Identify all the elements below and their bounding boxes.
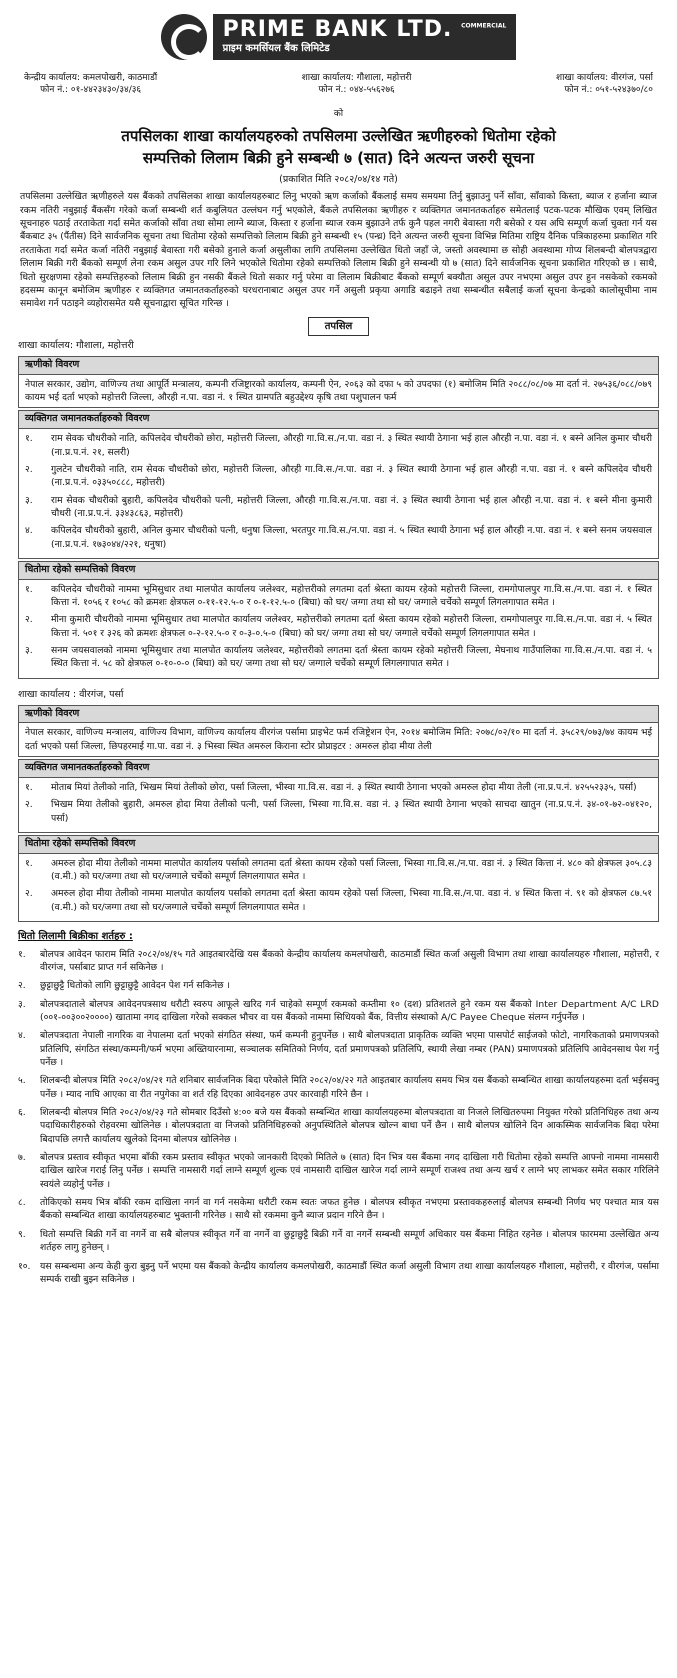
brand-nepali: प्राइम कमर्सियल बैंक लिमिटेड <box>222 43 330 55</box>
terms-list <box>18 948 659 1287</box>
terms-title: धितो लिलामी बिक्रीका शर्तहरु : <box>18 931 133 943</box>
header <box>18 0 659 68</box>
list-item: २. अमरुल होदा मीया तेलीको नाममा मालपोत कार्यालय पर्साको लगतमा दर्ता श्रेस्ता कायम रहेको पर्सा जिल्ला, भिस्वा गा.वि.स./न.पा. वडा नं. ४ स्थित कित्ता नं. ९१ को क्षेत्रफल ८७.५१ (व.मी.) को घर/जग्गा तथा सो घर/जग्गाले चर्चेको सम्पूर्ण लिगलगापात समेत । <box>25 888 652 913</box>
list-item: १. अमरुल होदा मीया तेलीको नाममा मालपोत कार्यालय पर्साको लगतमा दर्ता श्रेस्ता कायम रहेको पर्सा जिल्ला, भिस्वा गा.वि.स./न.पा. वडा नं. ३ स्थित कित्ता नं. ४८० को क्षेत्रफल ३०५.८३ (व.मी.) को घर/जग्गा तथा सो घर/जग्गाले चर्चेको सम्पूर्ण लिगलगापात समेत । <box>25 857 652 883</box>
list-item: ९. धितो सम्पत्ति बिक्री गर्ने वा नगर्ने वा सबै बोलपत्र स्वीकृत गर्ने वा नगर्ने वा छुट्टाछुट्टै बिक्री गर्ने वा नगर्ने सम्बन्धी सम्पूर्ण अधिकार यस बैंकमा निहित रहनेछ । बोलपत्र फारममा उल्लेखित अन्य शर्तहरु लागु हुनेछन् । <box>18 1228 659 1254</box>
list-item: ३. सनम जयसवालको नाममा भूमिसुधार तथा मालपोत कार्यालय जलेश्वर, महोत्तरीको लगतमा दर्ता श्रेस्ता कायम रहेको महोत्तरी जिल्ला, मेघनाथ गाउँपालिका गा.वि.स./न.पा. वडा नं. ५ स्थित कित्ता नं. ५८ को क्षेत्रफल ०-१०-०-० (बिघा) को घर/ जग्गा तथा सो घर/ जग्गाले चर्चेको सम्पूर्ण लिगलगापात समेत । <box>25 645 652 670</box>
list-item: २. छुट्टाछुट्टै धितोको लागि छुट्टाछुट्टै आवेदन पेश गर्न सकिनेछ । <box>18 980 230 992</box>
birgunj-guarantor-section: व्यक्तिगत जमानतकर्ताहरुको विवरण १. मोताब मियां तेलीको नाति, भिखम मियां तेलीको छोरा, पर्सा जिल्ला, भीस्वा गा.वि.स. वडा नं. ३ स्थित स्थायी ठेगाना भएको अमरुल होदा मीया तेली (ना.प्र.प.नं. ४२५५२३३५, पर्सा) २. भिखम मिया तेलीको बुहारी, अमरुल होदा मिया तेलीको पत्नी, पर्सा जिल्ला, भिस्वा गा.वि.स. वडा नं. ३ स्थित स्थायी ठेगाना भएको साचदा खातुन (ना.प्र.प.नं. ३४-०१-७२-०४१२०, पर्सा) <box>18 759 659 833</box>
gaushala-branch-heading: शाखा कार्यालय: गौशाला, महोत्तरी <box>18 340 134 352</box>
list-item: ८. तोकिएको समय भित्र बाँकी रकम दाखिला नगर्न वा गर्न नसकेमा धरौटी रकम स्वतः जफत हुनेछ । बोलपत्र स्वीकृत नभएमा प्रस्तावकहरुलाई बोलपत्र सम्बन्धी निर्णय भए पश्चात मात्र यस बैंकको सम्बन्धित शाखा कार्यालयहरुबाट भुक्तानी गरिनेछ । साथै सो रकममा कुनै ब्याज प्रदान गरिने छैन । <box>18 1197 659 1222</box>
bank-logo-icon <box>161 14 207 60</box>
list-item: २. गुलटेन चौधरीको नाति, राम सेवक चौधरीको छोरा, महोत्तरी जिल्ला, औरही गा.वि.स./न.पा. वडा नं. ३ स्थित स्थायी ठेगाना भई हाल औरही न.पा. वडा नं. १ बस्ने कपिलदेव चौधरी (ना.प्र.प.नं. ०३३५०८८८, महोत्तरी) <box>25 463 652 489</box>
list-item: ३. राम सेवक चौधरीको बुहारी, कपिलदेव चौधरीको पत्नी, महोत्तरी जिल्ला, औरही गा.वि.स./न.पा. वडा नं. ३ स्थित स्थायी ठेगाना भई हाल औरही न.पा. वडा नं. १ बस्ने मीना कुमारी चौधरी (ना.प्र.प.नं. ३३४३८६३, महोत्तरी) <box>25 494 652 519</box>
list-item: ४. बोलपत्रदाता नेपाली नागरिक वा नेपालमा दर्ता भएको संगठित संस्था, फर्म कम्पनी हुनुपर्नेछ । साथै बोलपत्रदाता प्राकृतिक व्यक्ति भएमा पासपोर्ट साईजको फोटो, नागरिकताको प्रमाणपत्रको प्रतिलिपि, संगठित संस्था/कम्पनी/फर्म भएमा अख्तियारनामा, सञ्चालक समितिको निर्णय, दर्ता प्रमाणपत्रको प्रतिलिपि, स्थायी लेखा नम्बर (PAN) प्रमाणपत्रको प्रतिलिपि आवेदनसाथ पेश गर्नु पर्नेछ । <box>18 1030 659 1069</box>
birgunj-branch-heading: शाखा कार्यालय : वीरगंज, पर्सा <box>18 688 124 700</box>
list-item: ५. शिलबन्दी बोलपत्र मिति २०८२/०४/२१ गते शनिबार सार्वजनिक बिदा परेकोले मिति २०८२/०४/२२ गते आइतबार कार्यालय समय भित्र यस बैंकको सम्बन्धित शाखा कार्यालयहरुमा दर्ता भईसक्नु पर्नेछ । म्याद नाघि आएका वा रीत नपुगेका वा शर्त रहि दिएका आवेदनहरु उपर कारवाही गरिने छैन । <box>18 1075 659 1100</box>
brand-name: PRIME BANK LTD. $^{COMMERCIAL}$ <box>222 17 507 43</box>
ko-label: को <box>333 109 344 119</box>
gaushala-office: शाखा कार्यालय: गौशाला, महोत्तरी फोन नं.: ०४४-५५६२७६ <box>301 73 412 96</box>
bank-logo <box>161 14 517 60</box>
central-office: केन्द्रीय कार्यालय: कमलपोखरी, काठमाडौं फोन नं.: ०१-४४२३४३०/३४/३६ <box>24 73 158 96</box>
list-item: १. मोताब मियां तेलीको नाति, भिखम मियां तेलीको छोरा, पर्सा जिल्ला, भीस्वा गा.वि.स. वडा नं. ३ स्थित स्थायी ठेगाना भएको अमरुल होदा मीया तेली (ना.प्र.प.नं. ४२५५२३३५, पर्सा) <box>25 781 637 793</box>
list-item: ३. बोलपत्रदाताले बोलपत्र आवेदनपत्रसाथ धरौटी स्वरुप आफूले खरिद गर्न चाहेको सम्पूर्ण रकमको कम्तीमा १० (दश) प्रतिशतले हुने रकम यस बैंकको Inter Department A/C LRD (००१-००३००२००००) खातामा नगद दाखिला गरेको सक्कल भौचर वा यस बैंकको नाममा सिधियको बैंक, वित्तीय संस्थाको A/C Payee Cheque संलग्न गर्नुपर्नेछ । <box>18 998 659 1024</box>
publish-date: (प्रकाशित मिति २०८२/०४/१४ गते) <box>279 173 398 185</box>
list-item: ६. शिलबन्दी बोलपत्र मिति २०८२/०४/२३ गते सोमबार दिउँसो ४:०० बजे यस बैंकको सम्बन्धित शाखा कार्यालयहरुमा बोलपत्रदाता वा निजले लिखितरुपमा नियुक्त गरेको प्रतिनिधिहरु तथा अन्य पदाधिकारीहरुको रोहवरमा खोलिनेछ । बोलपत्रदाता वा निजको प्रतिनिधिहरुको अनुपस्थितिले बोलपत्र खोल्न बाधा पर्ने छैन । साथै बोलपत्र खोलिने दिन आकस्मिक सार्वजनिक बिदा परेमा बिदापछि लगत्तै कार्यालय खुलेको दिनमा बोलपत्र खोलिनेछ । <box>18 1107 659 1145</box>
list-item: १. कपिलदेव चौधरीको नाममा भूमिसुधार तथा मालपोत कार्यालय जलेश्वर, महोत्तरीको लगतमा दर्ता श्रेस्ता कायम रहेको महोत्तरी जिल्ला, रामगोपालपुर गा.वि.स./न.पा. वडा नं. १ स्थित कित्ता नं. १०५६ र १०५८ को क्रमशः क्षेत्रफल ०-११-१२.५-० र ०-१-१२.५-० (बिघा) को घर/ जग्गा तथा सो घर/ जग्गाले चर्चेको सम्पूर्ण लिगलगापात समेत । <box>25 583 652 609</box>
gaushala-collateral-section: धितोमा रहेको सम्पत्तिको विवरण १. कपिलदेव चौधरीको नाममा भूमिसुधार तथा मालपोत कार्यालय जलेश्वर, महोत्तरीको लगतमा दर्ता श्रेस्ता कायम रहेको महोत्तरी जिल्ला, रामगोपालपुर गा.वि.स./न.पा. वडा नं. १ स्थित कित्ता नं. १०५६ र १०५८ को क्रमशः क्षेत्रफल ०-११-१२.५-० र ०-१-१२.५-० (बिघा) को घर/ जग्गा तथा सो घर/ जग्गाले चर्चेको सम्पूर्ण लिगलगापात समेत । २. मीना कुमारी चौधरीको नाममा भूमिसुधार तथा मालपोत कार्यालय जलेश्वर, महोत्तरीको लगतमा दर्ता श्रेस्ता कायम रहेको महोत्तरी जिल्ला, रामगोपालपुर गा.वि.स./न.पा. वडा नं. ५ स्थित कित्ता नं. ५०१ र ३२६ को क्रमशः क्षेत्रफल ०-२-१२.५-० र ०-३-०.५-० (बिघा) को घर/ जग्गा तथा सो घर/ जग्गाले चर्चेको सम्पूर्ण लिगलगापात समेत । ३. सनम जयसवालको नाममा भूमिसुधार तथा मालपोत कार्यालय जलेश्वर, महोत्तरीको लगतमा दर्ता श्रेस्ता कायम रहेको महोत्तरी जिल्ला, मेघनाथ गाउँपालिका गा.वि.स./न.पा. वडा नं. ५ स्थित कित्ता नं. ५८ को क्षेत्रफल ०-१०-०-० (बिघा) को घर/ जग्गा तथा सो घर/ जग्गाले चर्चेको सम्पूर्ण लिगलगापात समेत । <box>18 561 659 679</box>
notice-title: तपसिलका शाखा कार्यालयहरुको तपसिलमा उल्लेखित ऋणीहरुको धितोमा रहेको सम्पत्तिको लिलाम बिक्री हुने सम्बन्धी ७ (सात) दिने अत्यन्त जरुरी सूचना <box>121 127 556 167</box>
list-item: २. भिखम मिया तेलीको बुहारी, अमरुल होदा मिया तेलीको पत्नी, पर्सा जिल्ला, भिस्वा गा.वि.स. वडा नं. ३ स्थित स्थायी ठेगाना भएको साचदा खातुन (ना.प्र.प.नं. ३४-०१-७२-०४१२०, पर्सा) <box>25 799 652 824</box>
intro-paragraph: तपसिलमा उल्लेखित ऋणीहरुले यस बैंकको तपसिलका शाखा कार्यालयहरुबाट लिनु भएको ऋण कर्जाको बैंकलाई समय समयमा तिर्नु बुझाउनु पर्ने साँवा, साँवाको किस्ता, ब्याज र हर्जाना ब्याज रकम नतिरी नबुझाई बैंकसँग गरेको कर्जा सम्बन्धी शर्त कबुलियत उल्लंघन गर्नु भएकोले, बैंकले तपसिलका ऋणीहरु र व्यक्तिगत जमानतकर्ताहरु समेतलाई पटक-पटक मौखिक एवम् लिखित सूचनाहरु पठाई तरताकेता गर्दा समेत कर्जाको साँवा तथा सोमा लाग्ने ब्याज, किस्ता र हर्जाना ब्याज रकम बुझाउने तर्फ कुनै पहल नगरी बेवास्ता गरी बसेको र यस अघि सम्पूर्ण कर्जा चुक्ता गर्न यस बैंकबाट ३५ (पैंतीस) दिने सार्वजनिक सूचना तथा धितोमा रहेको सम्पत्तिको लिलाम बिक्री हुने सम्बन्धी १५ (पन्ध्र) दिने अत्यन्त जरुरी सूचना विभिन्न मितिमा राष्ट्रिय दैनिक पत्रिकाहरुमा प्रकाशित गरि तरताकेता गर्दा समेत कर्जा नतिरी नबुझाई बेवास्ता गरी बसेको हुनाले कर्जा असुलीका लागि तपसिलमा उल्लेखित धितो जहाँ जे, जस्तो अवस्थामा छ सोही अवस्थामा गोप्य शिलबन्दी बोलपत्रद्वारा लिलाम बिक्री गरी बैंकको सम्पूर्ण लेना रकम असुल उपर गरि लिने भएकोले धितोमा रहेको सम्पत्तिको लिलाम बिक्री हुने सम्बन्धी यो ७ (सात) दिने सार्वजनिक सूचना प्रकाशित गरिएको छ । साथै, धितो सुरक्षणमा रहेको सम्पत्तिहरुको लिलाम बिक्री हुन नसकी बैंकले धितो सकार गर्नु परेमा वा लिलाम बिक्रीबाट बैंकको सम्पूर्ण बक्यौता असुल उपर नभएमा असुल उपर हुन नसकेको रकमको हदसम्म कानून बमोजिम ऋणीहरु र व्यक्तिगत जमानतकर्ताहरुको घरधरानाबाट असुल उपर गर्ने असुली प्रकृया अगाडि बढाइने तथा सम्बन्धीत सबैलाई कर्जा सूचना केन्द्रको कालोसूचीमा नाम समावेश गर्न पठाइने व्यहोरासमेत यसै सूचनाद्वारा सूचित गरिन्छ । <box>20 191 657 310</box>
list-item: १०. यस सम्बन्धमा अन्य केही कुरा बुझ्नु पर्ने भएमा यस बैंकको केन्द्रीय कार्यालय कमलपोखरी, काठमाडौं स्थित कर्जा असुली विभाग तथा शाखा कार्यालयहरु गौशाला, महोत्तरी, र वीरगंज, पर्सामा सम्पर्क राखी बुझ्न सकिनेछ । <box>18 1260 659 1285</box>
office-info <box>18 68 659 112</box>
tapsil-label: तपसिल <box>308 317 370 337</box>
birgunj-office: शाखा कार्यालय: वीरगंज, पर्सा फोन नं.: ०५१-५२४३७०/८० <box>555 73 653 96</box>
birgunj-collateral-section: धितोमा रहेको सम्पत्तिको विवरण १. अमरुल होदा मीया तेलीको नाममा मालपोत कार्यालय पर्साको लगतमा दर्ता श्रेस्ता कायम रहेको पर्सा जिल्ला, भिस्वा गा.वि.स./न.पा. वडा नं. ३ स्थित कित्ता नं. ४८० को क्षेत्रफल ३०५.८३ (व.मी.) को घर/जग्गा तथा सो घर/जग्गाले चर्चेको सम्पूर्ण लिगलगापात समेत । २. अमरुल होदा मीया तेलीको नाममा मालपोत कार्यालय पर्साको लगतमा दर्ता श्रेस्ता कायम रहेको पर्सा जिल्ला, भिस्वा गा.वि.स./न.पा. वडा नं. ४ स्थित कित्ता नं. ९१ को क्षेत्रफल ८७.५१ (व.मी.) को घर/जग्गा तथा सो घर/जग्गाले चर्चेको सम्पूर्ण लिगलगापात समेत । <box>18 835 659 922</box>
bank-logo-text <box>213 14 517 60</box>
birgunj-borrower-section: ऋणीको विवरण नेपाल सरकार, वाणिज्य मन्त्रालय, वाणिज्य विभाग, वाणिज्य कार्यालय वीरगंज पर्सामा प्राइभेट फर्म रजिष्ट्रेशन ऐन, २०१४ बमोजिम मिति: २०७८/०२/१० मा दर्ता नं. ३५८२९/०७३/७४ कायम भई दर्ता भएको पर्सा जिल्ला, छिपहरमाई गा.पा. वडा नं. ३ भिस्वा स्थित अमरुल किराना स्टोर प्रोप्राइटर : अमरुल होदा मीया तेली <box>18 705 659 758</box>
list-item: २. मीना कुमारी चौधरीको नाममा भूमिसुधार तथा मालपोत कार्यालय जलेश्वर, महोत्तरीको लगतमा दर्ता श्रेस्ता कायम रहेको महोत्तरी जिल्ला, रामगोपालपुर गा.वि.स./न.पा. वडा नं. ५ स्थित कित्ता नं. ५०१ र ३२६ को क्रमशः क्षेत्रफल ०-२-१२.५-० र ०-३-०.५-० (बिघा) को घर/ जग्गा तथा सो घर/ जग्गाले चर्चेको सम्पूर्ण लिगलगापात समेत । <box>25 614 652 639</box>
list-item: १. बोलपत्र आवेदन फाराम मिति २०८२/०४/१५ गते आइतबारदेखि यस बैंकको केन्द्रीय कार्यालय कमलपोखरी, काठमाडौं स्थित कर्जा असुली विभाग तथा शाखा कार्यालयहरु गौशाला, महोत्तरी, र वीरगंज, पर्साबाट प्राप्त गर्न सकिनेछ । <box>18 948 659 973</box>
gaushala-borrower-section: ऋणीको विवरण नेपाल सरकार, उद्योग, वाणिज्य तथा आपूर्ति मन्त्रालय, कम्पनी रजिष्ट्रारको कार्यालय, कम्पनी ऐन, २०६३ को दफा ५ को उपदफा (१) बमोजिम मिति २०८८/०८/०७ मा दर्ता नं. २७५३६/०८८/०७९ कायम भई दर्ता भएको महोत्तरी जिल्ला, औरही न.पा. वडा नं. १ स्थित ग्रामपति बहुउद्देश्य कृषि तथा पशुपालन फर्म <box>18 356 659 409</box>
gaushala-guarantor-section: व्यक्तिगत जमानतकर्ताहरुको विवरण १. राम सेवक चौधरीको नाति, कपिलदेव चौधरीको छोरा, महोत्तरी जिल्ला, औरही गा.वि.स./न.पा. वडा नं. ३ स्थित स्थायी ठेगाना भई हाल औरही न.पा. वडा नं. १ बस्ने अनिल कुमार चौधरी (ना.प्र.प.नं. २१, सलरी) २. गुलटेन चौधरीको नाति, राम सेवक चौधरीको छोरा, महोत्तरी जिल्ला, औरही गा.वि.स./न.पा. वडा नं. ३ स्थित स्थायी ठेगाना भई हाल औरही न.पा. वडा नं. १ बस्ने कपिलदेव चौधरी (ना.प्र.प.नं. ०३३५०८८८, महोत्तरी) ३. राम सेवक चौधरीको बुहारी, कपिलदेव चौधरीको पत्नी, महोत्तरी जिल्ला, औरही गा.वि.स./न.पा. वडा नं. ३ स्थित स्थायी ठेगाना भई हाल औरही न.पा. वडा नं. १ बस्ने मीना कुमारी चौधरी (ना.प्र.प.नं. ३३४३८६३, महोत्तरी) ४. कपिलदेव चौधरीको बुहारी, अनिल कुमार चौधरीको पत्नी, धनुषा जिल्ला, भरतपुर गा.वि.स./न.पा. वडा नं. ५ स्थित स्थायी ठेगाना भई हाल औरही न.पा. वडा नं. १ बस्ने सनम जयसवाल (ना.प्र.प.नं. १७३०४४/२२१, धनुषा) <box>18 410 659 559</box>
list-item: ७. बोलपत्र प्रस्ताव स्वीकृत भएमा बाँकी रकम प्रस्ताव स्वीकृत भएको जानकारी दिएको मितिले ७ (सात) दिन भित्र यस बैंकमा नगद दाखिला गरी धितोमा रहेको सम्पत्ति आफ्नो नाममा नामसारी दाखिल खारेज गराई लिनु पर्नेछ । सम्पत्ति नामसारी गर्दा लाग्ने सम्पूर्ण शुल्क एवं नामसारी दाखिल खारेज गर्दा लाग्ने सम्पूर्ण राजश्व तथा अन्य खर्च र लाग्ने भए लाभकर समेत सकार गरिलिने स्वयंले व्यहोर्नु पर्नेछ । <box>18 1152 659 1190</box>
list-item: ४. कपिलदेव चौधरीको बुहारी, अनिल कुमार चौधरीको पत्नी, धनुषा जिल्ला, भरतपुर गा.वि.स./न.पा. वडा नं. ५ स्थित स्थायी ठेगाना भई हाल औरही न.पा. वडा नं. १ बस्ने सनम जयसवाल (ना.प्र.प.नं. १७३०४४/२२१, धनुषा) <box>25 525 652 550</box>
list-item: १. राम सेवक चौधरीको नाति, कपिलदेव चौधरीको छोरा, महोत्तरी जिल्ला, औरही गा.वि.स./न.पा. वडा नं. ३ स्थित स्थायी ठेगाना भई हाल औरही न.पा. वडा नं. १ बस्ने अनिल कुमार चौधरी (ना.प्र.प.नं. २१, सलरी) <box>25 433 652 458</box>
